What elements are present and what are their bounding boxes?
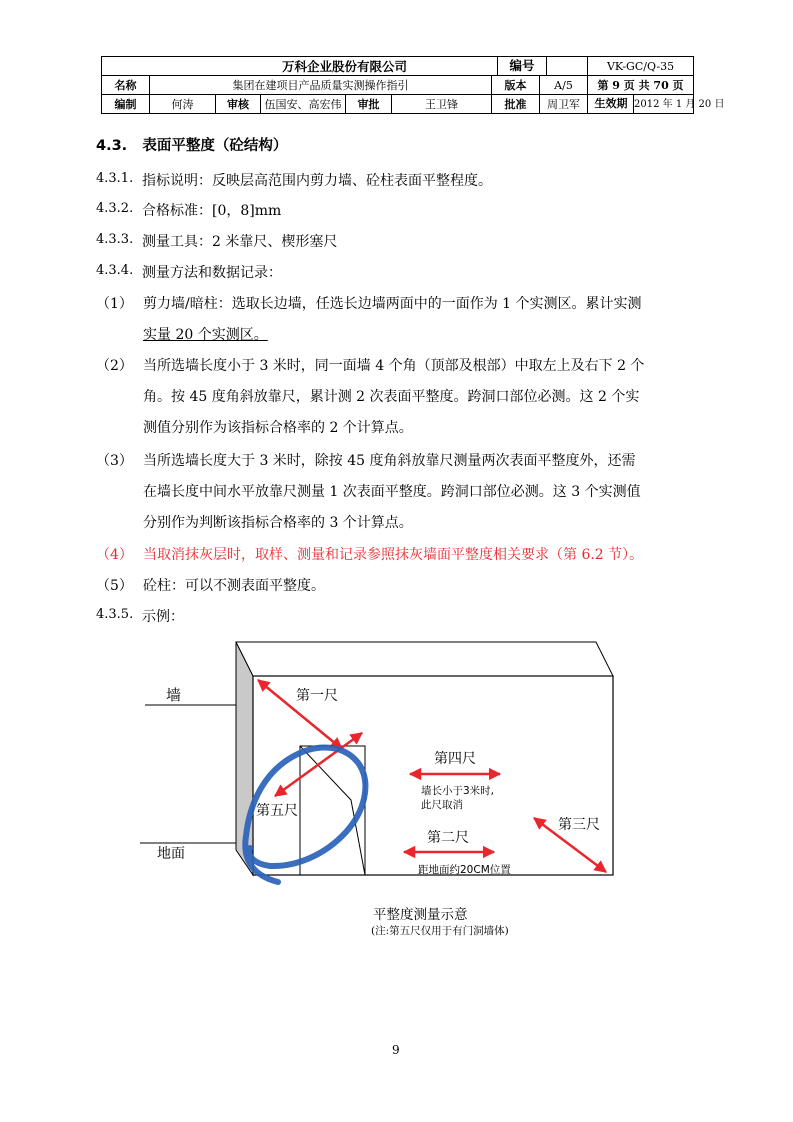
subitem-text: 分别作为判断该指标合格率的 3 个计算点。 (143, 515, 413, 531)
subitem-text-highlight: 当取消抹灰层时，取样、测量和记录参照抹灰墙面平整度相关要求（第 6.2 节）。 (143, 547, 644, 563)
ruler5-arrow (275, 733, 362, 796)
ruler1-label: 第一尺 (296, 688, 338, 704)
ruler2-label: 第二尺 (427, 830, 469, 846)
subitem-text: 测值分别作为该指标合格率的 2 个计算点。 (143, 420, 413, 436)
item-number: 4.3.2. (96, 201, 134, 216)
subitem-text: 剪力墙/暗柱：选取长边墙，任选长边墙两面中的一面作为 1 个实测区。累计实测 (143, 296, 642, 312)
wall-label: 墙 (166, 686, 182, 704)
wall-top-face (236, 642, 613, 676)
item-number: 4.3.3. (96, 232, 134, 247)
page-number: 9 (392, 1043, 400, 1057)
subitem-text: 当所选墙长度小于 3 米时，同一面墙 4 个角（顶部及根部）中取左上及右下 2 个 (143, 358, 645, 374)
ruler4-note-line2: 此尺取消 (421, 799, 463, 811)
item-text: 指标说明：反映层高范围内剪力墙、砼柱表面平整程度。 (142, 173, 492, 189)
subitem-text: 角。按 45 度角斜放靠尺，累计测 2 次表面平整度。跨洞口部位必测。这 2 个实 (143, 389, 640, 405)
author-label: 编制 (102, 95, 150, 114)
subitem-text: 砼柱：可以不测表面平整度。 (143, 578, 325, 594)
ruler2-note: 距地面约20CM位置 (418, 864, 511, 876)
subitem-text: 当所选墙长度大于 3 米时，除按 45 度角斜放靠尺测量两次表面平整度外，还需 (143, 453, 636, 469)
diagram-caption: 平整度测量示意 (373, 907, 468, 923)
page-info: 第 9 页 共 70 页 (588, 76, 694, 95)
review-label: 审核 (216, 95, 261, 114)
ruler3-label: 第三尺 (558, 817, 600, 833)
diagram-caption-note: (注:第五尺仅用于有门洞墙体) (371, 925, 509, 937)
company-name: 万科企业股份有限公司 (102, 57, 588, 76)
item-text: 测量方法和数据记录： (142, 265, 282, 281)
subitem-fragment: 个实测区。 (193, 327, 268, 343)
section-title: 表面平整度（砼结构） (142, 138, 288, 154)
ruler5-label: 第五尺 (256, 803, 298, 819)
item-number: 4.3.4. (96, 263, 134, 278)
approve-value: 王卫锋 (392, 95, 492, 114)
ratify-label: 批准 (492, 95, 540, 114)
effective-value: 2012 年 1 月 20 日 (634, 99, 725, 110)
ruler4-label: 第四尺 (434, 751, 476, 767)
ratify-value: 周卫军 (540, 95, 588, 114)
name-value: 集团在建项目产品质量实测操作指引 (150, 76, 492, 95)
section-number: 4.3. (96, 138, 128, 154)
subitem-number: （3） (96, 453, 133, 469)
item-number: 4.3.5. (96, 607, 134, 622)
code-value: VK-GC/Q-35 (588, 57, 694, 76)
version-value: A/5 (540, 76, 588, 95)
subitem-number: （1） (96, 296, 133, 312)
subitem-number: （4） (96, 547, 133, 563)
code-label: 编号 (497, 57, 547, 75)
review-value: 伍国安、高宏伟 (261, 95, 346, 114)
name-label: 名称 (102, 76, 150, 95)
item-text: 合格标准：[0，8]mm (142, 203, 282, 219)
approve-label: 审批 (346, 95, 392, 114)
subitem-text: 在墙长度中间水平放靠尺测量 1 次表面平整度。跨洞口部位必测。这 3 个实测值 (143, 484, 641, 500)
subitem-fragment: 实量 (143, 327, 176, 343)
version-label: 版本 (492, 76, 540, 95)
subitem-fragment: 20 (175, 327, 194, 343)
ruler4-note-line1: 墙长小于3米时, (421, 785, 495, 797)
subitem-number: （2） (96, 358, 133, 374)
floor-label: 地面 (157, 846, 185, 862)
author-value: 何涛 (150, 95, 216, 114)
effective-label: 生效期 (589, 95, 634, 113)
subitem-number: （5） (96, 578, 133, 594)
item-number: 4.3.1. (96, 171, 134, 186)
item-text: 示例： (142, 609, 184, 625)
item-text: 测量工具：2 米靠尺、楔形塞尺 (142, 234, 338, 250)
